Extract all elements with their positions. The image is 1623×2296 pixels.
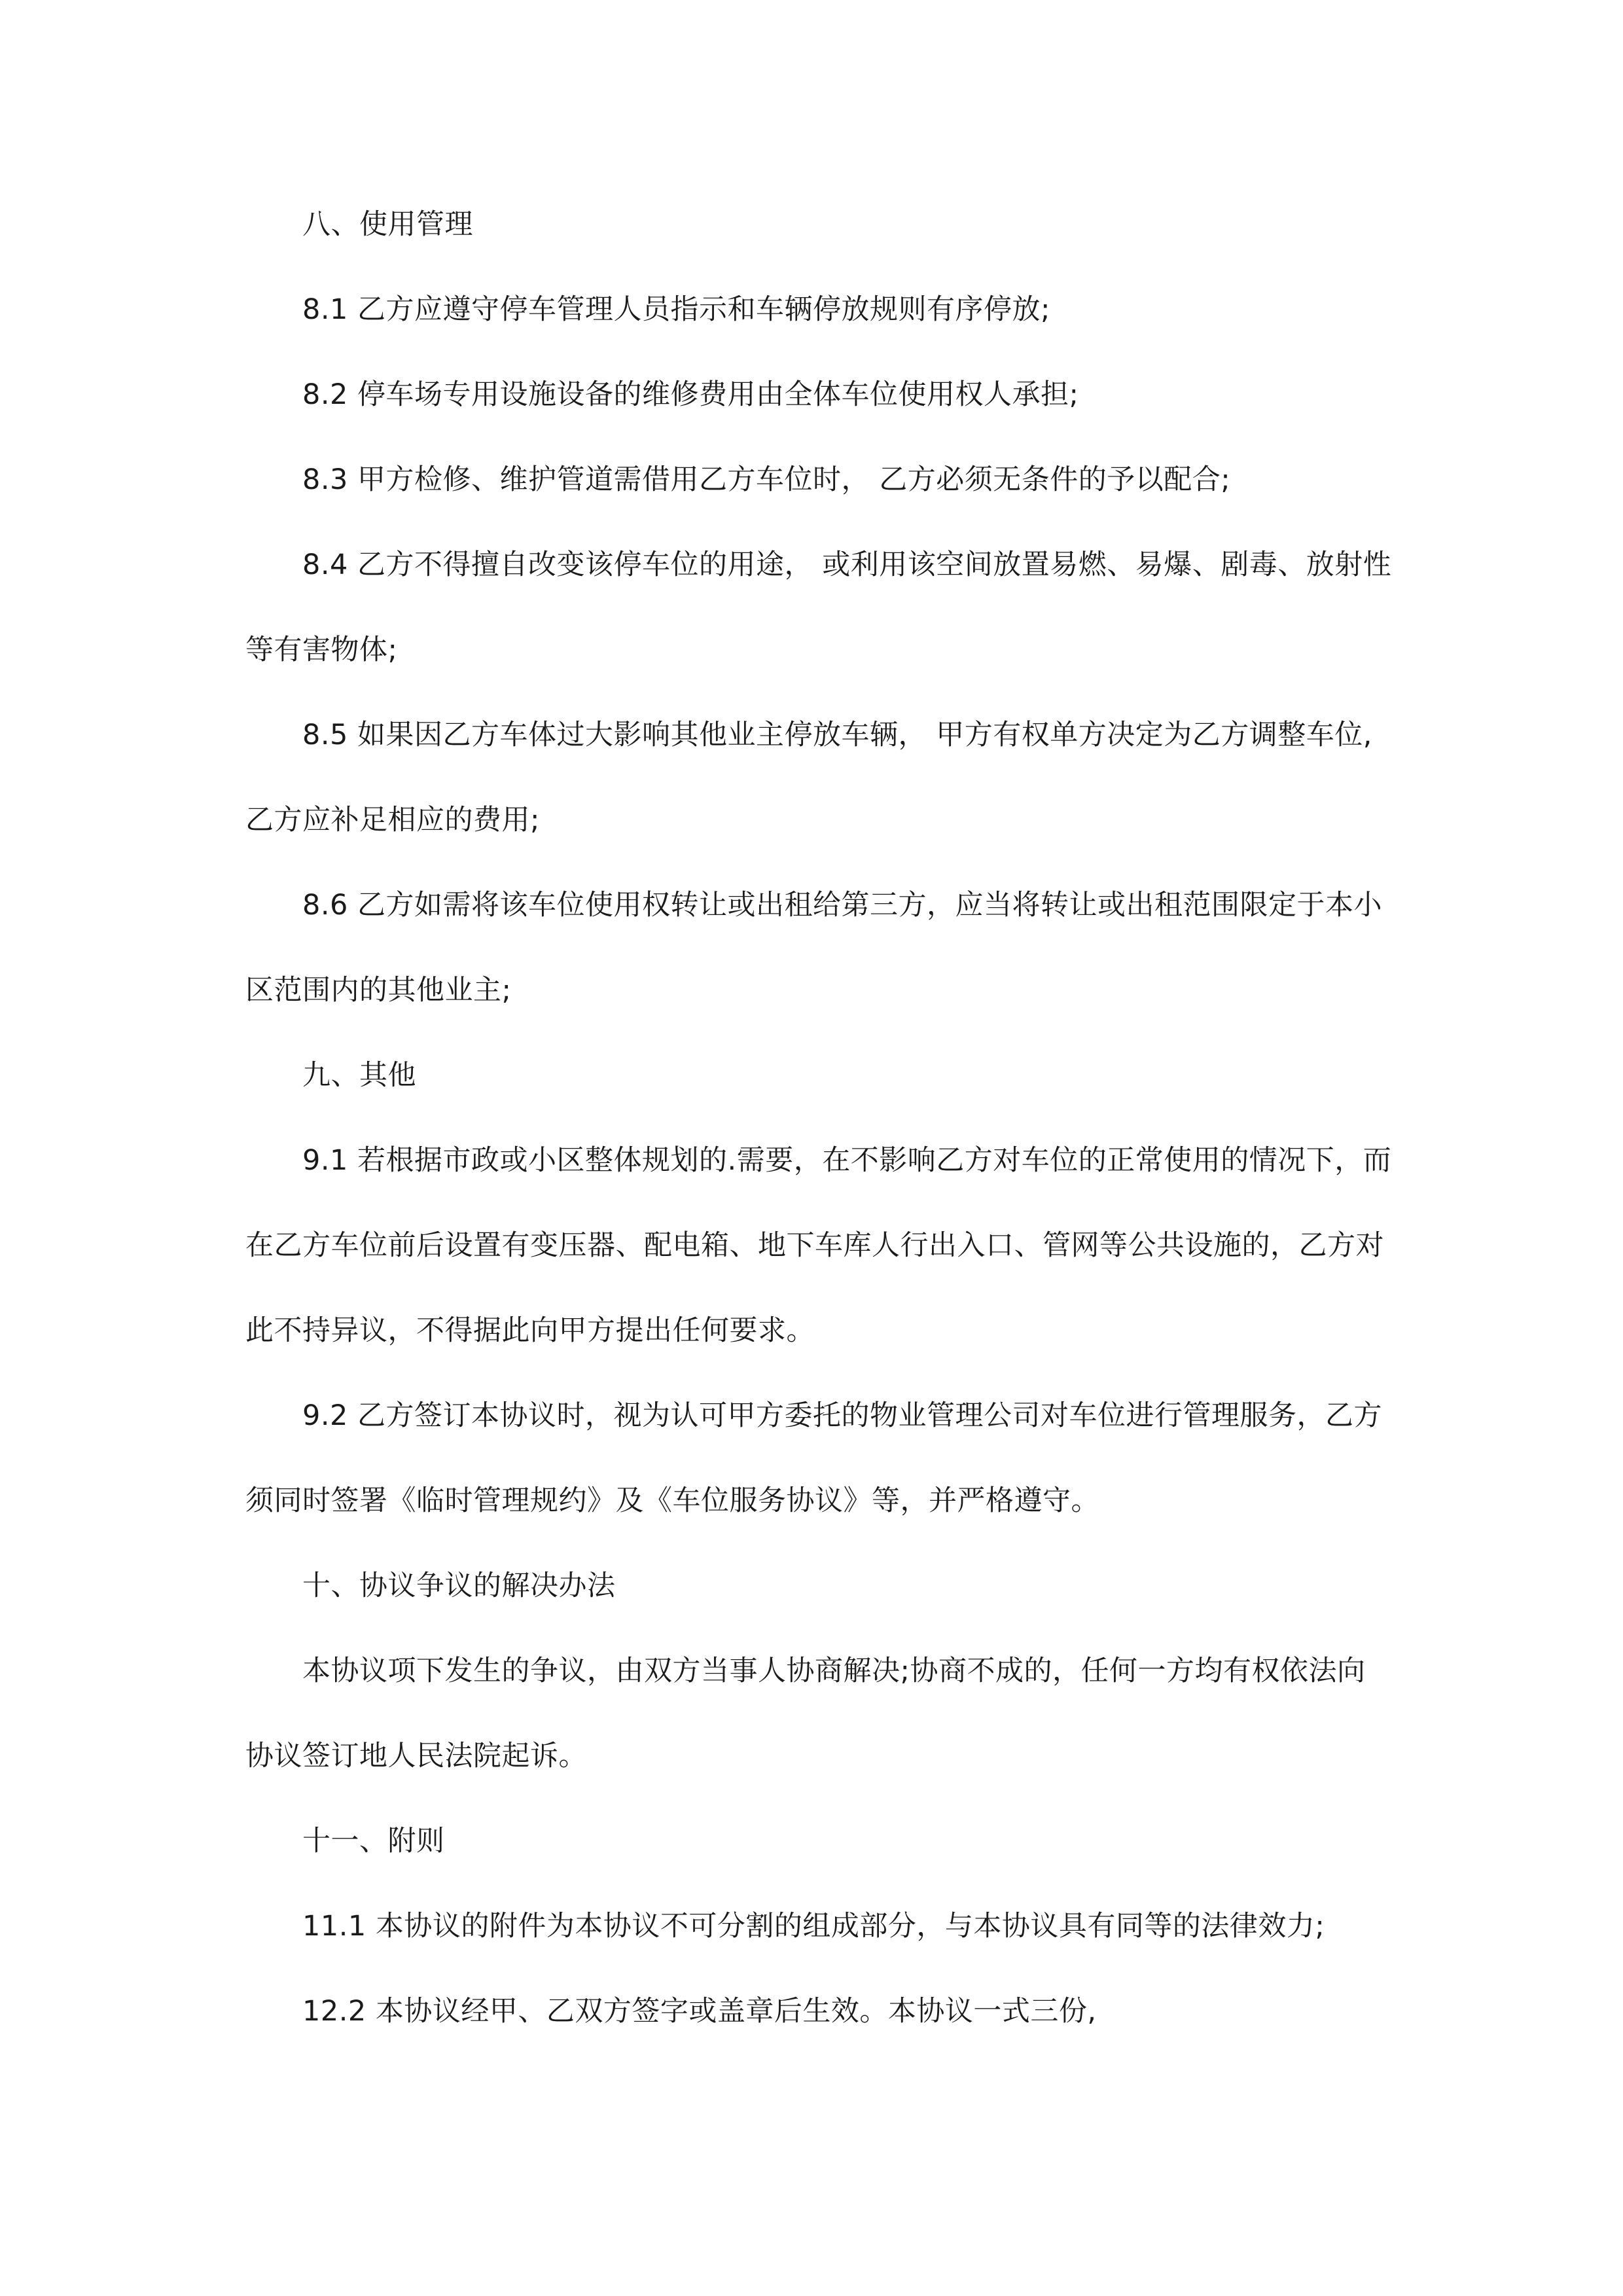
clause-8-5-line-2: 乙方应补足相应的费用; xyxy=(245,804,540,836)
clause-10-line-1: 本协议项下发生的争议，由双方当事人协商解决;协商不成的，任何一方均有权依法向 xyxy=(302,1655,1366,1687)
clause-8-4-line-2: 等有害物体; xyxy=(245,634,398,666)
clause-12-2: 12.2 本协议经甲、乙双方签字或盖章后生效。本协议一式三份, xyxy=(302,1995,1097,2028)
clause-9-1-line-1: 9.1 若根据市政或小区整体规划的.需要，在不影响乙方对车位的正常使用的情况下，而 xyxy=(302,1144,1392,1177)
clause-9-2-line-2: 须同时签署《临时管理规约》及《车位服务协议》等，并严格遵守。 xyxy=(245,1484,1099,1517)
clause-8-6-line-1: 8.6 乙方如需将该车位使用权转让或出租给第三方，应当将转让或出租范围限定于本小 xyxy=(302,889,1383,922)
clause-8-6-line-2: 区范围内的其他业主; xyxy=(245,974,512,1007)
section-heading-8: 八、使用管理 xyxy=(302,208,473,241)
section-heading-11: 十一、附则 xyxy=(302,1825,445,1857)
clause-10-line-2: 协议签订地人民法院起诉。 xyxy=(245,1740,587,1772)
clause-8-1: 8.1 乙方应遵守停车管理人员指示和车辆停放规则有序停放; xyxy=(302,293,1051,326)
clause-9-2-line-1: 9.2 乙方签订本协议时，视为认可甲方委托的物业管理公司对车位进行管理服务，乙方 xyxy=(302,1399,1383,1432)
clause-9-1-line-2: 在乙方车位前后设置有变压器、配电箱、地下车库人行出入口、管网等公共设施的，乙方对 xyxy=(245,1229,1384,1262)
clause-8-3: 8.3 甲方检修、维护管道需借用乙方车位时， 乙方必须无条件的予以配合; xyxy=(302,463,1231,496)
document-body xyxy=(245,208,1397,2083)
clause-11-1: 11.1 本协议的附件为本协议不可分割的组成部分，与本协议具有同等的法律效力; xyxy=(302,1910,1325,1943)
clause-9-1-line-3: 此不持异议，不得据此向甲方提出任何要求。 xyxy=(245,1314,815,1347)
clause-8-2: 8.2 停车场专用设施设备的维修费用由全体车位使用权人承担; xyxy=(302,378,1079,411)
section-heading-9: 九、其他 xyxy=(302,1059,416,1092)
clause-8-5-line-1: 8.5 如果因乙方车体过大影响其他业主停放车辆， 甲方有权单方决定为乙方调整车位, xyxy=(302,719,1372,751)
section-heading-10: 十、协议争议的解决办法 xyxy=(302,1570,616,1602)
clause-8-4-line-1: 8.4 乙方不得擅自改变该停车位的用途， 或利用该空间放置易燃、易爆、剧毒、放射性 xyxy=(302,548,1392,581)
